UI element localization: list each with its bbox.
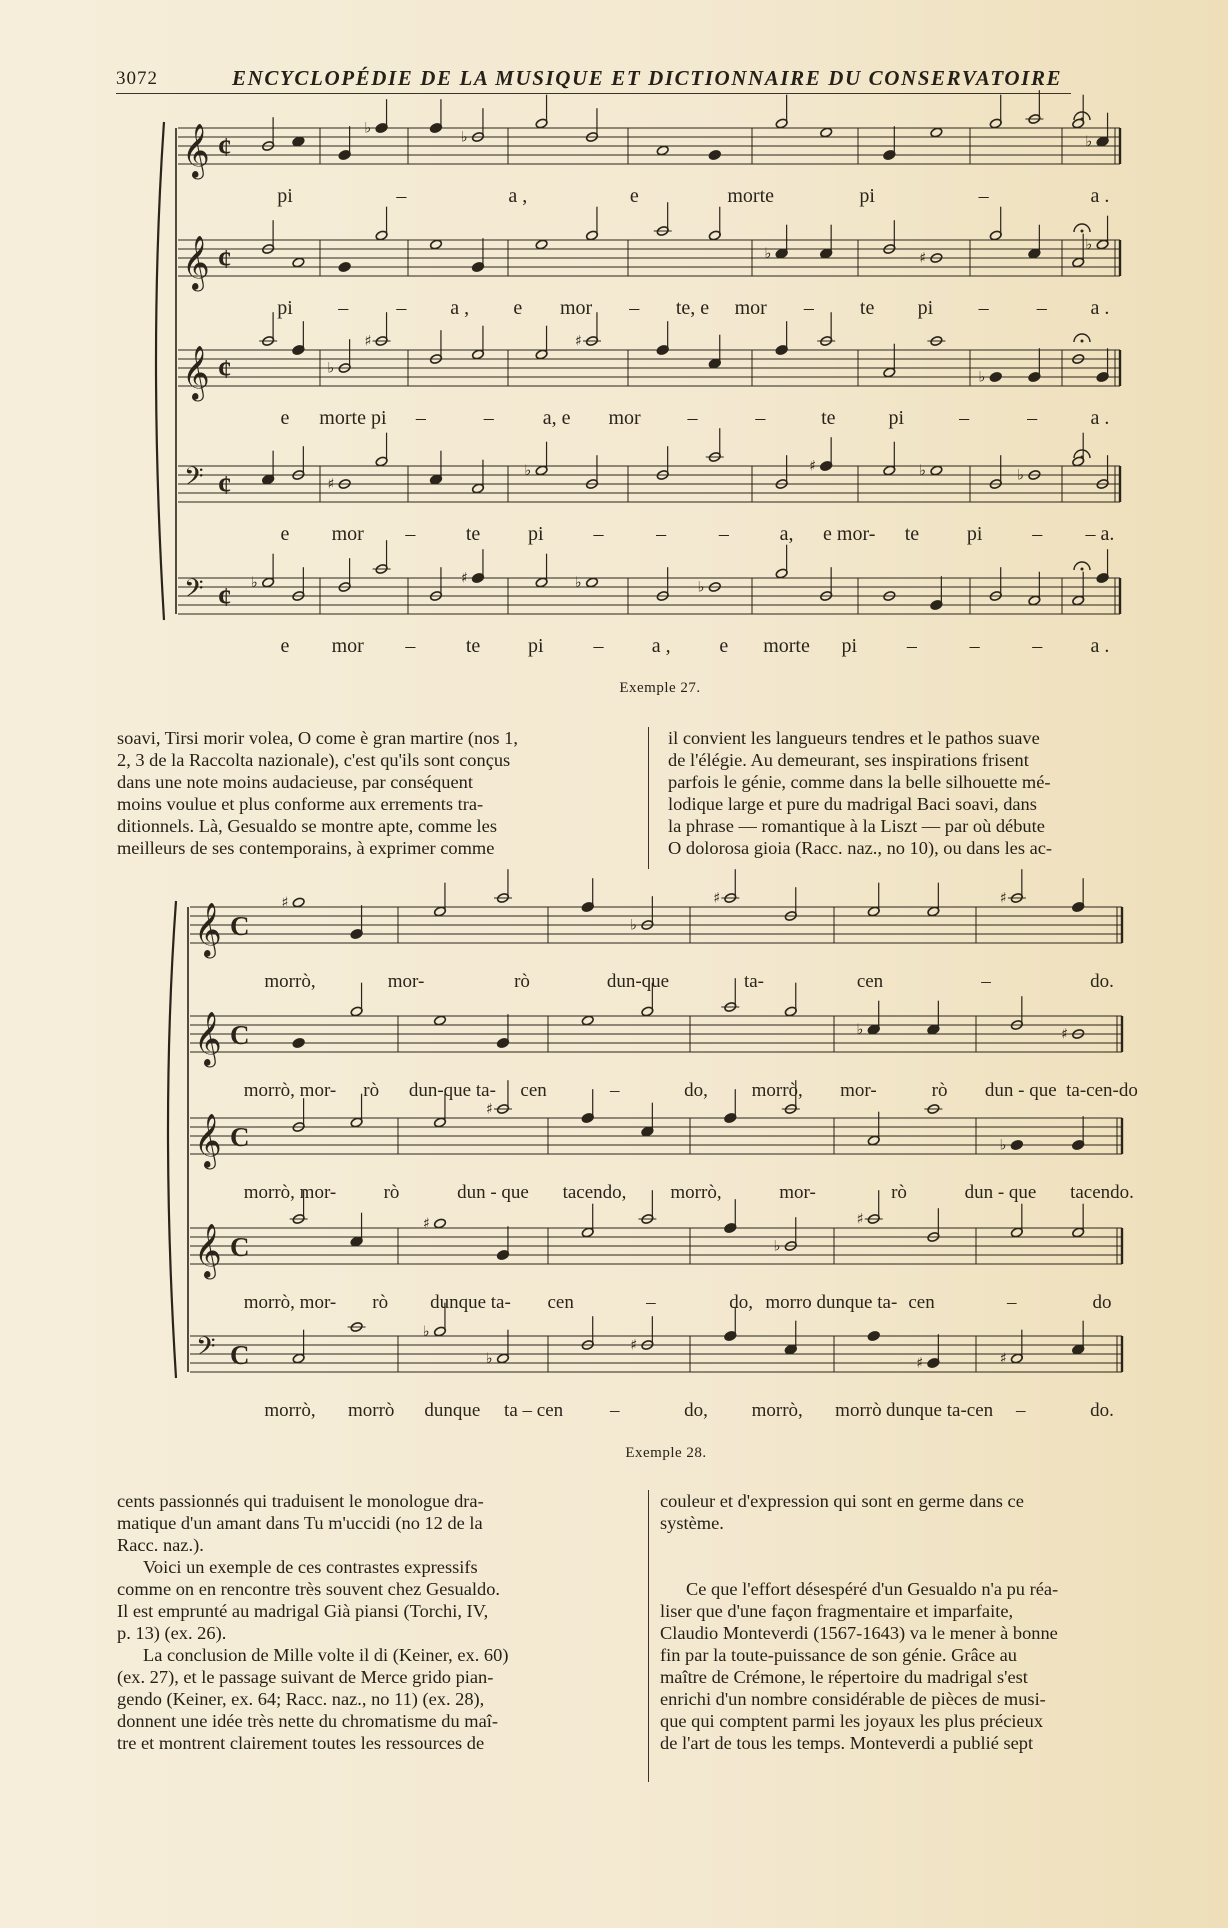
text-line: Claudio Monteverdi (1567-1643) va le mener à bonne (660, 1623, 1058, 1643)
lyric-syllable: dunque ta-cen (886, 1400, 994, 1421)
accidental-icon: ♯ (422, 1216, 430, 1232)
accidental-icon: ♯ (485, 1101, 493, 1118)
note-head (708, 149, 721, 160)
lyric-syllable: e mor- (823, 523, 876, 545)
text-line: p. 13) (ex. 26). (117, 1623, 227, 1643)
accidental-icon: ♭ (630, 917, 638, 934)
accidental-icon: ♯ (630, 1337, 638, 1354)
lyric-syllable: a , (651, 635, 671, 657)
lyric-syllable: pi (859, 185, 875, 207)
lyric-syllable: pi (841, 635, 858, 657)
treble-clef-icon: 𝄞 (194, 1224, 222, 1278)
lyric-syllable: – (656, 523, 667, 545)
note-head (433, 1218, 446, 1229)
lyric-syllable: e (629, 185, 639, 207)
lyric-syllable: ta – cen (504, 1400, 564, 1421)
lyric-syllable: a . (1090, 635, 1110, 657)
lyric-syllable: te (465, 523, 481, 545)
note-head (867, 1330, 880, 1341)
note-head (820, 127, 833, 138)
text-line: couleur et d'expression qui sont en germe dans ce (660, 1491, 1024, 1511)
text-line: lodique large et pure du madrigal Baci soavi, dans (668, 794, 1037, 814)
lyric-syllable: – (755, 407, 766, 429)
lyric-syllable: – (906, 635, 917, 657)
text-line: Ce que l'effort désespéré d'un Gesualdo n'a pu réa- (686, 1579, 1059, 1599)
text-line: il convient les langueurs tendres et le pathos suave (668, 728, 1040, 748)
lyric-syllable: pi (277, 297, 293, 319)
lyric-syllable: – (978, 185, 989, 207)
accidental-icon: ♯ (574, 333, 582, 350)
cut-time-icon: ¢ (218, 131, 232, 162)
accidental-icon: ♭ (999, 1137, 1007, 1154)
lyric-syllable: a . (1090, 185, 1110, 207)
lyric-syllable: tacendo. (1070, 1182, 1134, 1203)
lyric-syllable: pi (966, 523, 983, 545)
fermata-dot (1081, 568, 1084, 571)
accidental-icon: ♯ (856, 1211, 864, 1228)
lyric-syllable: pi (527, 523, 544, 545)
accidental-icon: ♯ (916, 1355, 924, 1372)
lyric-syllable: – (610, 1080, 620, 1101)
text-line: Racc. naz.). (117, 1535, 204, 1555)
text-line: Voici un exemple de ces contrastes expressifs (143, 1557, 478, 1577)
lyric-syllable: te (904, 523, 920, 545)
lyric-syllable: – (593, 635, 604, 657)
accidental-icon: ♭ (485, 1351, 493, 1367)
lyric-syllable: rò (891, 1182, 907, 1203)
note-head (930, 465, 943, 476)
lyric-syllable: e (280, 523, 290, 545)
text-line: La conclusion de Mille volte il di (Keiner, ex. 60) (143, 1645, 509, 1665)
lyric-syllable: morte (727, 185, 775, 207)
lyric-syllable: dun-que (606, 971, 670, 992)
lyric-syllable: pi (277, 185, 293, 207)
accidental-icon: ♭ (251, 575, 258, 591)
lyric-syllable: rò (383, 1182, 400, 1203)
lyric-syllable: dun - que (984, 1080, 1057, 1101)
accidental-icon: ♭ (524, 463, 532, 479)
accidental-icon: ♭ (1085, 134, 1093, 150)
text-line: fin par la toute-puissance de son génie. Grâce au (660, 1645, 1017, 1665)
note-head (585, 577, 598, 588)
note-head (292, 1037, 305, 1048)
lyric-syllable: pi (917, 297, 934, 319)
text-line: liser que d'une façon fragmentaire et imparfaite, (660, 1601, 1014, 1621)
lyric-syllable: morrò, mor- (243, 1080, 337, 1101)
page-number: 3072 (116, 68, 158, 89)
accidental-icon: ♯ (281, 895, 289, 911)
text-line: gendo (Keiner, ex. 64; Racc. naz., no 11) (ex. 28), (117, 1689, 485, 1709)
accidental-icon: ♭ (773, 1238, 781, 1255)
lyric-syllable: a, (779, 523, 794, 545)
bass-clef-icon: 𝄢 (196, 1332, 216, 1368)
system-brace (156, 122, 164, 620)
lyric-syllable: rò (931, 1080, 948, 1101)
accidental-icon: ♯ (460, 570, 468, 587)
text-line: parfois le génie, comme dans la belle silhouette mé- (668, 772, 1051, 792)
note-head (1010, 1139, 1023, 1150)
accidental-icon: ♯ (1061, 1026, 1069, 1043)
lyric-syllable: mor- (779, 1182, 816, 1203)
column-divider-bottom (648, 1490, 649, 1782)
lyric-syllable: e (513, 297, 523, 319)
lyric-syllable: – (405, 635, 416, 657)
text-line: meilleurs de ses contemporains, à exprimer comme (117, 838, 495, 858)
lyric-syllable: do (1092, 1292, 1112, 1313)
lyric-syllable: do, (684, 1400, 708, 1421)
lyric-syllable: – (483, 407, 494, 429)
lyric-syllable: – (415, 407, 426, 429)
lyric-syllable: te (465, 635, 481, 657)
cut-time-icon: C (230, 1231, 250, 1262)
lyric-syllable: rò (363, 1080, 380, 1101)
lyric-syllable: morrò, (264, 971, 316, 992)
lyric-syllable: morrò (347, 1400, 395, 1421)
cut-time-icon: C (230, 1019, 250, 1050)
accidental-icon: ♭ (364, 120, 372, 137)
lyric-syllable: morrò (835, 1400, 882, 1421)
accidental-icon: ♯ (364, 333, 372, 350)
note-head (656, 145, 669, 156)
bass-clef-icon: 𝄢 (184, 574, 204, 610)
lyric-syllable: morrò, mor- (243, 1292, 337, 1313)
treble-clef-icon: 𝄞 (182, 236, 210, 290)
accidental-icon: ♯ (999, 1351, 1007, 1367)
example-27-caption: Exemple 27. (619, 680, 701, 696)
lyric-syllable: – (396, 185, 407, 207)
lyric-syllable: ta-cen-do (1066, 1080, 1138, 1101)
cut-time-icon: ¢ (218, 353, 232, 384)
lyric-syllable: te, e (675, 297, 710, 319)
lyric-syllable: – (959, 407, 970, 429)
lyric-syllable: tacendo, (562, 1182, 627, 1203)
lyric-syllable: morrò, mor- (243, 1182, 337, 1203)
accidental-icon: ♯ (713, 890, 721, 907)
lyric-syllable: – (1007, 1292, 1017, 1313)
text-column-bottom-left (117, 1490, 629, 1754)
example-28-caption: Exemple 28. (625, 1445, 707, 1461)
accidental-icon: ♭ (422, 1324, 430, 1340)
lyric-syllable: morrò, (670, 1182, 722, 1203)
text-line: donnent une idée très nette du chromatisme du maî- (117, 1711, 498, 1731)
lyric-syllable: mor- (840, 1080, 877, 1101)
text-line: matique d'un amant dans Tu m'uccidi (no 12 de la (117, 1513, 483, 1533)
fermata-dot (1081, 456, 1084, 459)
accidental-icon: ♭ (1017, 467, 1025, 484)
accidental-icon: ♭ (697, 579, 705, 596)
treble-clef-icon: 𝄞 (182, 346, 210, 400)
example-27-score (156, 90, 1120, 657)
accidental-icon: ♭ (764, 246, 772, 262)
lyric-syllable: ta- (743, 971, 765, 992)
lyric-syllable: dun - que (457, 1182, 529, 1203)
cut-time-icon: ¢ (218, 469, 232, 500)
lyric-syllable: a . (1090, 407, 1110, 429)
text-line: de l'élégie. Au demeurant, ses inspirations frisent (668, 750, 1029, 770)
text-line: moins voulue et plus conforme aux errements tra- (117, 794, 484, 814)
lyric-syllable: – (1016, 1400, 1026, 1421)
lyric-syllable: cen (856, 971, 884, 992)
note-head (292, 897, 305, 908)
lyric-syllable: cen (520, 1080, 547, 1101)
text-line: système. (660, 1513, 724, 1533)
lyric-syllable: rò (514, 971, 530, 992)
lyric-syllable: cen (547, 1292, 574, 1313)
lyric-syllable: dunque ta- (430, 1292, 511, 1313)
lyric-syllable: – (396, 297, 407, 319)
lyric-syllable: – (629, 297, 640, 319)
lyric-syllable: a, e (542, 407, 571, 429)
cut-time-icon: ¢ (218, 581, 232, 612)
note-head (581, 1015, 594, 1026)
lyric-syllable: mor (559, 297, 593, 319)
text-line: ditionnels. Là, Gesualdo se montre apte, comme les (117, 816, 497, 836)
lyric-syllable: pi (527, 635, 544, 657)
treble-clef-icon: 𝄞 (194, 1012, 222, 1066)
text-line: (ex. 27), et le passage suivant de Merce grido pian- (117, 1667, 494, 1687)
text-line: maître de Crémone, le répertoire du madrigal s'est (660, 1667, 1028, 1687)
note-head (429, 239, 442, 250)
cut-time-icon: ¢ (218, 243, 232, 274)
accidental-icon: ♭ (919, 463, 927, 479)
lyric-syllable: do, (729, 1292, 753, 1313)
lyric-syllable: do. (1090, 1400, 1114, 1421)
text-column-top-right (668, 727, 1174, 859)
lyric-syllable: a , (508, 185, 528, 207)
lyric-syllable: – (1032, 523, 1043, 545)
text-line: de l'art de tous les temps. Monteverdi a publié sept (660, 1733, 1034, 1753)
text-line: la phrase — romantique à la Liszt — par où débute (668, 816, 1045, 836)
lyric-syllable: – (803, 297, 814, 319)
note-head (338, 261, 351, 272)
text-line: cents passionnés qui traduisent le monologue dra- (117, 1491, 484, 1511)
accidental-icon: ♯ (809, 458, 817, 475)
example-28-score (168, 869, 1138, 1421)
note-head (292, 136, 305, 147)
text-column-bottom-right (660, 1490, 1174, 1754)
lyric-syllable: morro dunque ta- (765, 1292, 898, 1313)
lyric-syllable: – (610, 1400, 620, 1421)
note-head (292, 257, 305, 268)
lyric-syllable: te (821, 407, 836, 429)
text-line: tre et montrent clairement toutes les ressources de (117, 1733, 485, 1753)
accidental-icon: ♭ (460, 129, 468, 146)
lyric-syllable: do, (684, 1080, 708, 1101)
treble-clef-icon: 𝄞 (194, 1114, 222, 1168)
cut-time-icon: C (230, 1121, 250, 1152)
lyric-syllable: – (1032, 635, 1043, 657)
text-line: que qui comptent parmi les joyaux les plus précieux (660, 1711, 1044, 1731)
lyric-syllable: – (969, 635, 980, 657)
lyric-syllable: – (718, 523, 729, 545)
lyric-syllable: do. (1090, 971, 1114, 992)
cut-time-icon: C (230, 910, 250, 941)
text-line: 2, 3 de la Raccolta nazionale), c'est qu'ils sont conçus (117, 750, 511, 770)
lyric-syllable: mor (608, 407, 641, 429)
lyric-syllable: dun - que (964, 1182, 1037, 1203)
treble-clef-icon: 𝄞 (182, 124, 210, 178)
running-title: ENCYCLOPÉDIE DE LA MUSIQUE ET DICTIONNAIRE DU CONSERVATOIRE (232, 66, 1063, 90)
lyric-syllable: – (978, 297, 989, 319)
text-line: enrichi d'un nombre considérable de pièces de musi- (660, 1689, 1046, 1709)
lyric-syllable: cen (908, 1292, 935, 1313)
lyric-syllable: e (280, 635, 290, 657)
text-line: comme on en rencontre très souvent chez Gesualdo. (117, 1579, 500, 1599)
lyric-syllable: e (280, 407, 290, 429)
treble-clef-icon: 𝄞 (194, 903, 222, 957)
accidental-icon: ♭ (856, 1022, 864, 1038)
lyric-syllable: morrò, (264, 1400, 316, 1421)
lyric-syllable: – (338, 297, 349, 319)
lyric-syllable: mor- (387, 971, 425, 992)
lyric-syllable: – (687, 407, 698, 429)
lyric-syllable: – (1027, 407, 1038, 429)
cut-time-icon: C (230, 1339, 250, 1370)
text-line: Il est emprunté au madrigal Già piansi (Torchi, IV, (117, 1601, 489, 1621)
fermata-dot (1081, 340, 1084, 343)
lyric-syllable: mor (331, 523, 364, 545)
lyric-syllable: – (1036, 297, 1047, 319)
lyric-syllable: te (859, 297, 875, 319)
text-column-top-left (117, 727, 629, 859)
accidental-icon: ♭ (574, 575, 582, 591)
text-line: dans une note moins audacieuse, par conséquent (117, 772, 473, 792)
note-head (535, 239, 548, 250)
accidental-icon: ♯ (327, 476, 335, 493)
lyric-syllable: a , (450, 297, 470, 319)
system-brace (168, 901, 176, 1378)
text-line: soavi, Tirsi morir volea, O come è gran martire (nos 1, (117, 728, 518, 748)
column-divider-top (648, 727, 649, 869)
accidental-icon: ♭ (978, 369, 986, 386)
lyric-syllable: pi (888, 407, 905, 429)
lyric-syllable: – (981, 971, 991, 992)
accidental-icon: ♯ (919, 250, 927, 267)
note-head (930, 127, 943, 138)
lyric-syllable: dunque (424, 1400, 481, 1421)
fermata-dot (1081, 230, 1084, 233)
note-head (433, 1015, 446, 1026)
accidental-icon: ♭ (327, 360, 335, 377)
lyric-syllable: morrò, (751, 1400, 803, 1421)
lyric-syllable: – (405, 523, 416, 545)
lyric-syllable: – (646, 1292, 656, 1313)
fermata-dot (1081, 118, 1084, 121)
accidental-icon: ♯ (999, 890, 1007, 907)
note-head (989, 371, 1002, 382)
lyric-syllable: morte (763, 635, 810, 657)
lyric-syllable: morrò, (751, 1080, 803, 1101)
lyric-syllable: – (593, 523, 604, 545)
text-line: O dolorosa gioia (Racc. naz., no 10), ou dans les ac- (668, 838, 1053, 858)
lyric-syllable: e (719, 635, 729, 657)
lyric-syllable: – a. (1085, 523, 1115, 545)
lyric-syllable: a . (1090, 297, 1110, 319)
lyric-syllable: morte pi (319, 407, 387, 429)
lyric-syllable: dun-que ta- (408, 1080, 496, 1101)
lyric-syllable: rò (372, 1292, 389, 1313)
lyric-syllable: mor (734, 297, 767, 319)
accidental-icon: ♭ (1085, 237, 1093, 253)
bass-clef-icon: 𝄢 (184, 462, 204, 498)
lyric-syllable: mor (331, 635, 364, 657)
